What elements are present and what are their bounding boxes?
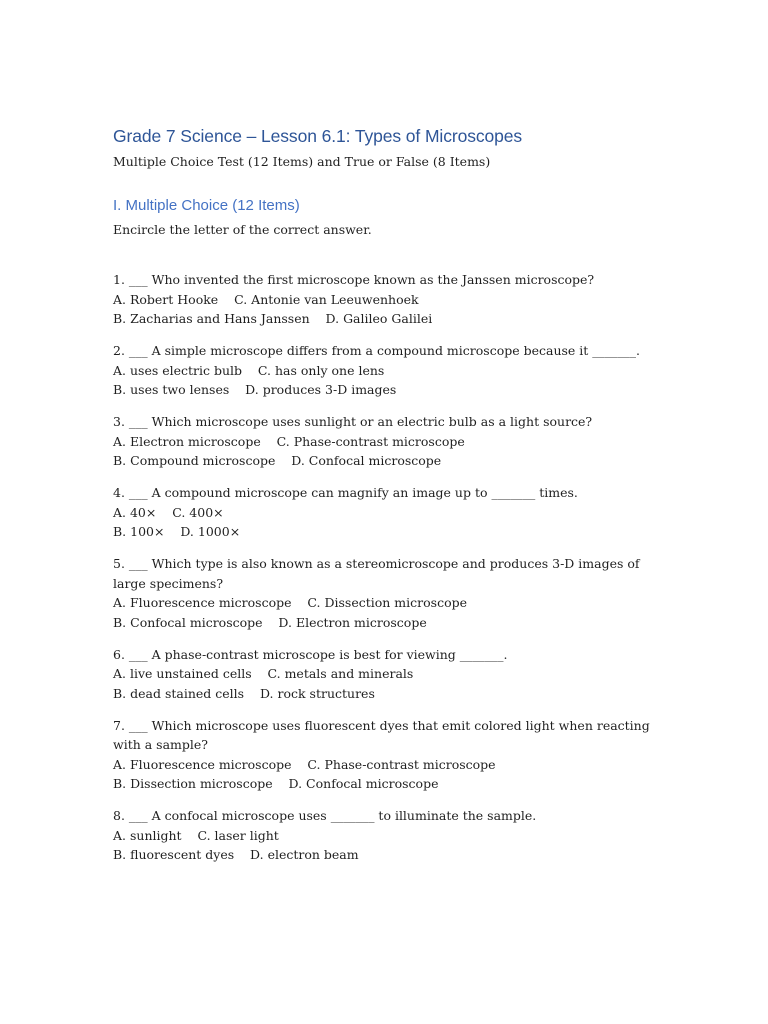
answer-options-row: A. Electron microscope C. Phase-contrast microscope bbox=[113, 433, 465, 449]
answer-options-row: A. live unstained cells C. metals and minerals bbox=[113, 666, 414, 681]
question-5 bbox=[113, 554, 673, 632]
question-6 bbox=[113, 645, 673, 704]
answer-options-row: A. Fluorescence microscope C. Dissection microscope bbox=[113, 595, 467, 610]
question-stem: 5. ___ Which type is also known as a stereomicroscope and produces 3-D images of large specimens? bbox=[113, 556, 644, 591]
question-stem: 2. ___ A simple microscope differs from a compound microscope because it _______. bbox=[113, 343, 641, 358]
section-heading: I. Multiple Choice (12 Items) bbox=[113, 196, 300, 214]
question-1 bbox=[113, 270, 673, 329]
answer-options-row: B. uses two lenses D. produces 3-D images bbox=[113, 382, 397, 397]
question-3 bbox=[113, 412, 673, 471]
question-stem: 1. ___ Who invented the first microscope known as the Janssen microscope? bbox=[113, 272, 595, 287]
answer-options-row: B. dead stained cells D. rock structures bbox=[113, 685, 375, 701]
answer-options-row: B. fluorescent dyes D. electron beam bbox=[113, 847, 359, 862]
answer-options-row: A. Robert Hooke C. Antonie van Leeuwenhoek bbox=[113, 291, 419, 307]
question-stem: 6. ___ A phase-contrast microscope is best for viewing _______. bbox=[113, 646, 508, 662]
page-subtitle: Multiple Choice Test (12 Items) and True or False (8 Items) bbox=[113, 154, 491, 169]
answer-options-row: A. uses electric bulb C. has only one lens bbox=[113, 362, 385, 378]
answer-options-row: B. Compound microscope D. Confocal microscope bbox=[113, 453, 442, 468]
question-8 bbox=[113, 806, 673, 865]
question-stem: 8. ___ A confocal microscope uses _______ to illuminate the sample. bbox=[113, 808, 537, 823]
page-title: Grade 7 Science – Lesson 6.1: Types of Microscopes bbox=[113, 126, 523, 146]
answer-options-row: A. Fluorescence microscope C. Phase-contrast microscope bbox=[113, 756, 496, 772]
question-2 bbox=[113, 341, 673, 400]
document-body bbox=[113, 124, 673, 877]
answer-options-row: B. Confocal microscope D. Electron microscope bbox=[113, 614, 427, 630]
section-instruction: Encircle the letter of the correct answer. bbox=[113, 221, 372, 237]
answer-options-row: B. 100× D. 1000× bbox=[113, 524, 241, 539]
question-4 bbox=[113, 483, 673, 542]
question-7 bbox=[113, 716, 673, 794]
answer-options-row: B. Zacharias and Hans Janssen D. Galileo Galilei bbox=[113, 311, 433, 326]
answer-options-row: A. 40× C. 400× bbox=[113, 504, 224, 520]
answer-options-row: B. Dissection microscope D. Confocal microscope bbox=[113, 776, 439, 791]
answer-options-row: A. sunlight C. laser light bbox=[113, 827, 279, 843]
question-stem: 3. ___ Which microscope uses sunlight or an electric bulb as a light source? bbox=[113, 414, 593, 429]
question-stem: 7. ___ Which microscope uses fluorescent dyes that emit colored light when reacting with a sample? bbox=[113, 717, 654, 752]
question-stem: 4. ___ A compound microscope can magnify an image up to _______ times. bbox=[113, 485, 578, 500]
